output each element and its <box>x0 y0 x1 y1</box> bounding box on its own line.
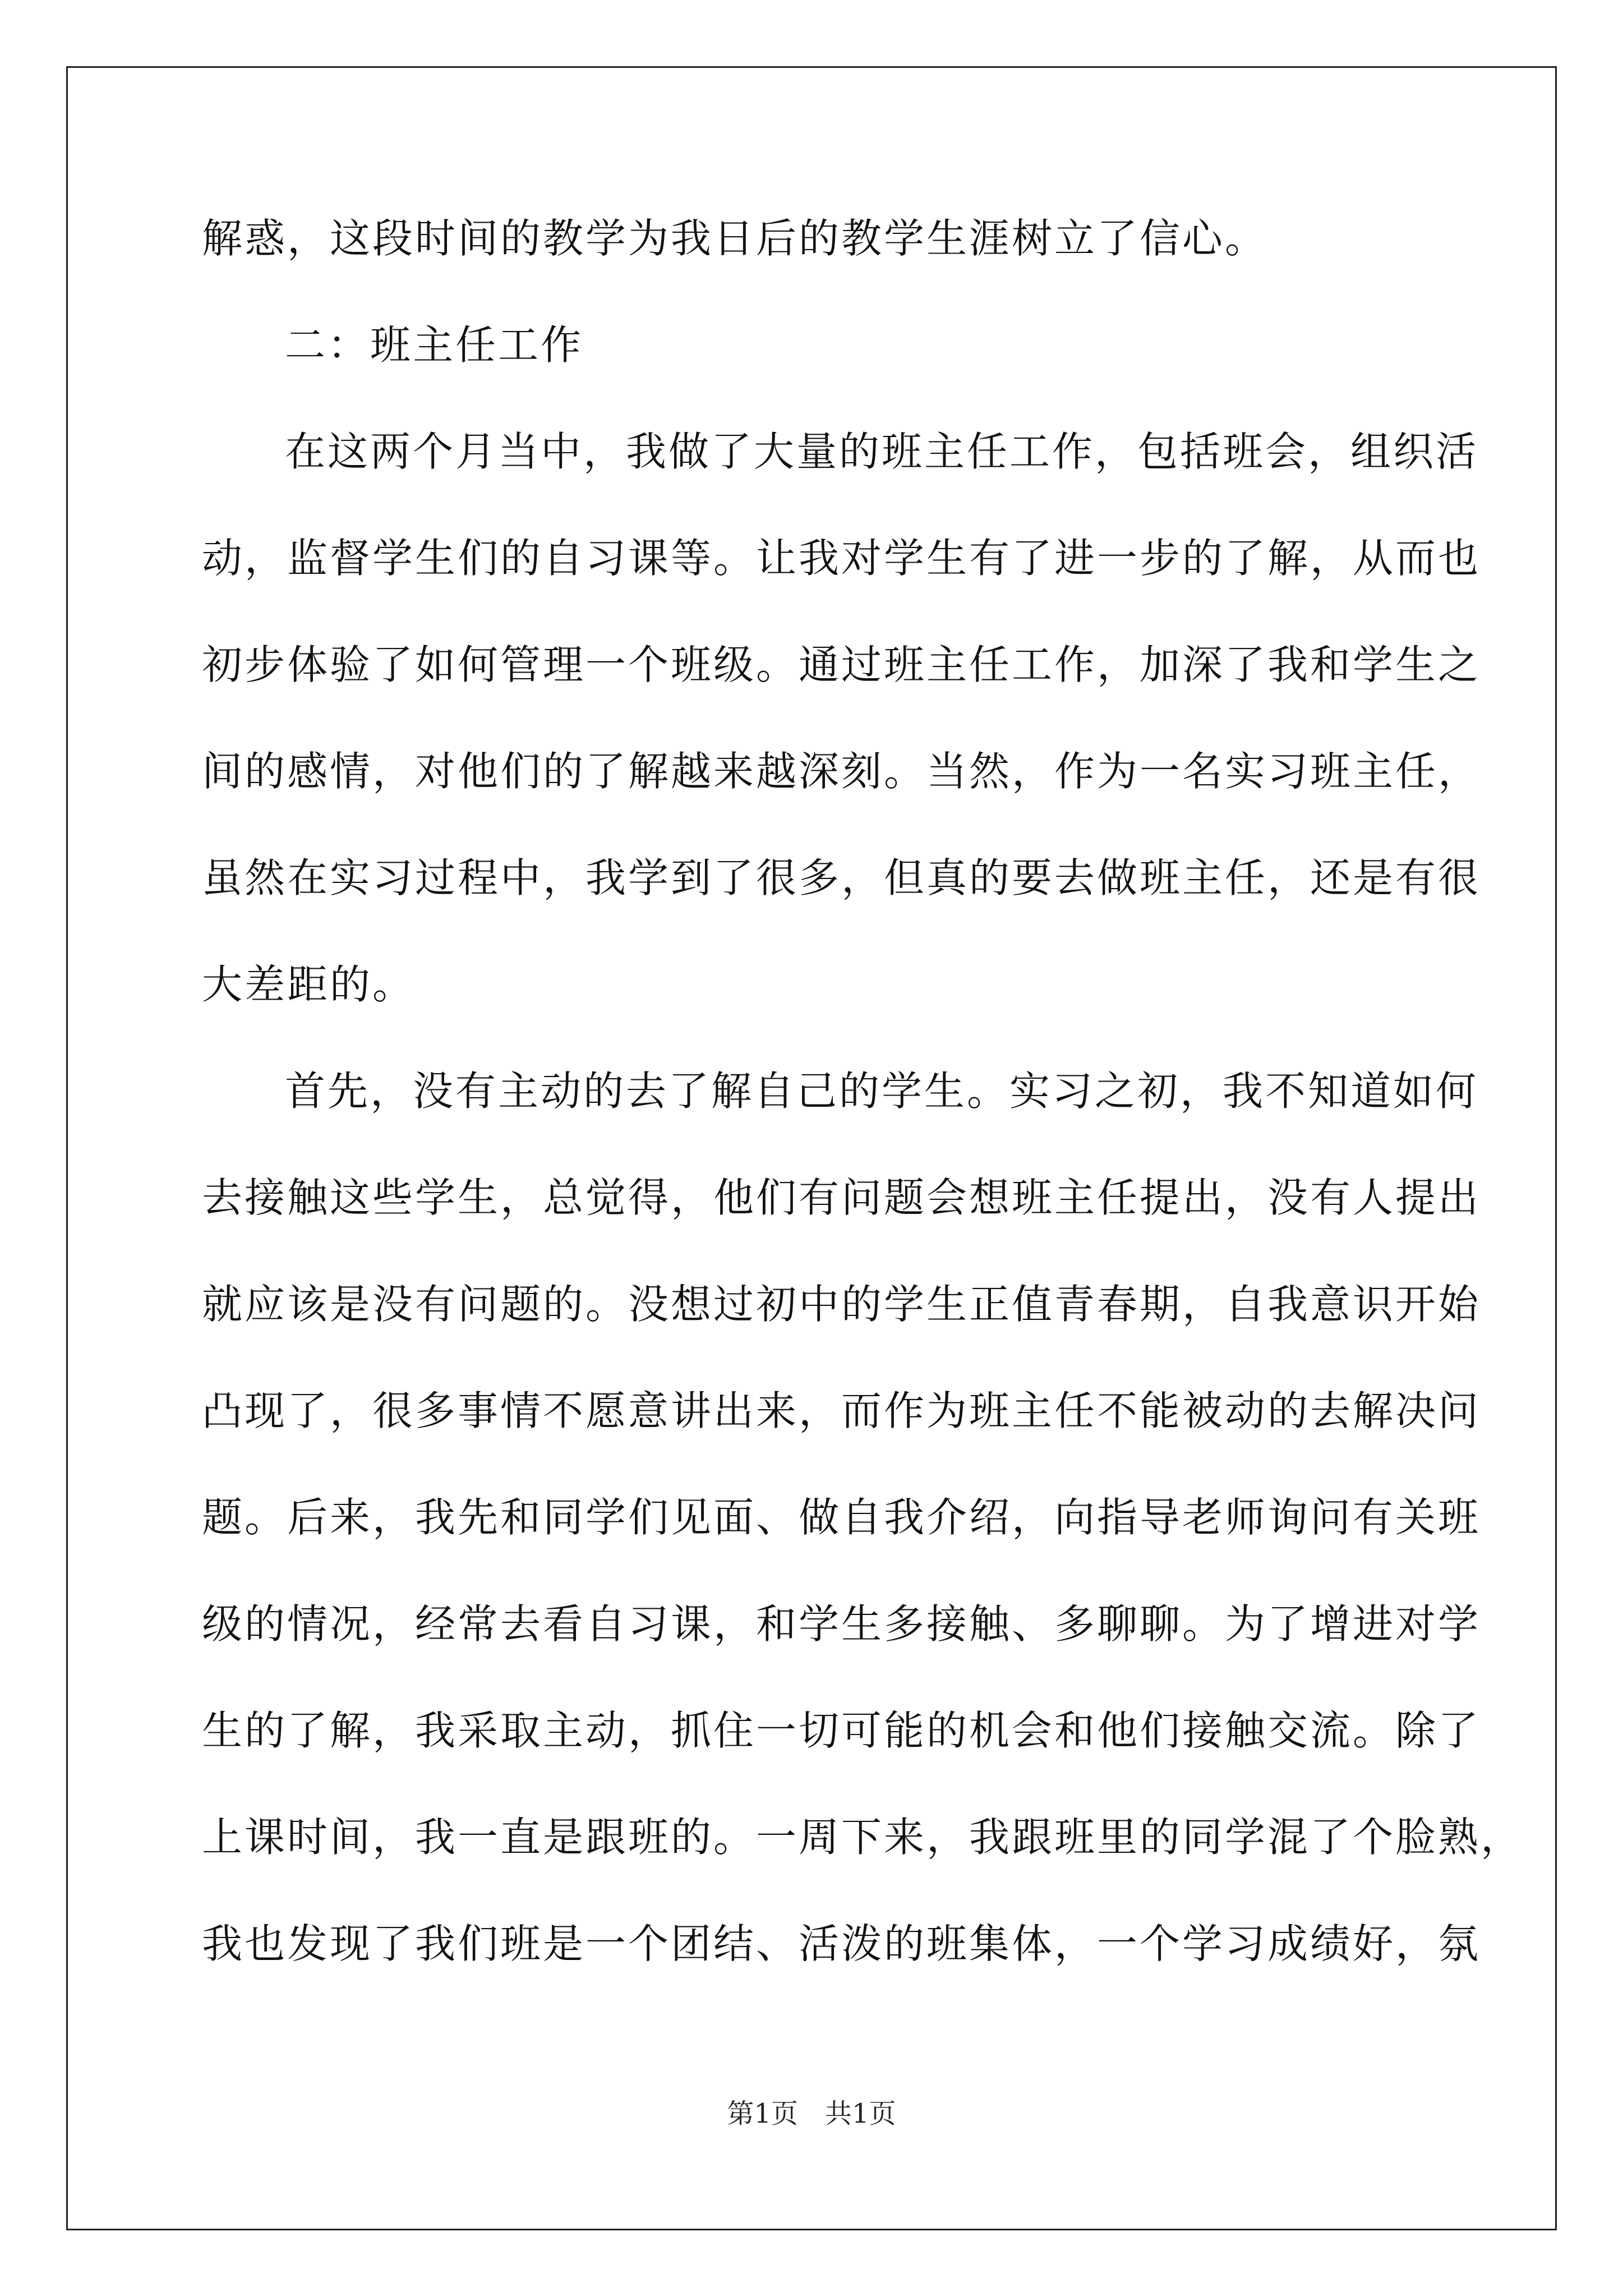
paragraph-line: 生的了解，我采取主动，抓住一切可能的机会和他们接触交流。除了 <box>202 1707 1481 1754</box>
paragraph-line: 虽然在实习过程中，我学到了很多，但真的要去做班主任，还是有很 <box>202 854 1481 901</box>
paragraph-line: 动，监督学生们的自习课等。让我对学生有了进一步的了解，从而也 <box>202 535 1481 582</box>
paragraph-line: 在这两个月当中，我做了大量的班主任工作，包括班会，组织活 <box>285 428 1479 475</box>
paragraph-line: 凸现了，很多事情不愿意讲出来，而作为班主任不能被动的去解决问 <box>202 1387 1481 1434</box>
paragraph-line: 初步体验了如何管理一个班级。通过班主任工作，加深了我和学生之 <box>202 641 1481 688</box>
paragraph-line: 间的感情，对他们的了解越来越深刻。当然，作为一名实习班主任， <box>202 748 1481 795</box>
paragraph-line: 我也发现了我们班是一个团结、活泼的班集体，一个学习成绩好，氛 <box>202 1920 1481 1967</box>
section-heading: 二：班主任工作 <box>285 321 584 369</box>
paragraph-line: 上课时间，我一直是跟班的。一周下来，我跟班里的同学混了个脸熟， <box>202 1814 1524 1861</box>
page-border <box>66 66 1557 2230</box>
page-footer: 第1页 共1页 <box>727 2098 896 2129</box>
paragraph-line: 大差距的。 <box>202 961 416 1008</box>
paragraph-line: 就应该是没有问题的。没想过初中的学生正值青春期，自我意识开始 <box>202 1281 1481 1328</box>
text-line: 解惑，这段时间的教学为我日后的教学生涯树立了信心。 <box>202 215 1268 262</box>
paragraph-line: 级的情况，经常去看自习课，和学生多接触、多聊聊。为了增进对学 <box>202 1600 1481 1648</box>
paragraph-line: 去接触这些学生，总觉得，他们有问题会想班主任提出，没有人提出 <box>202 1174 1481 1221</box>
paragraph-line: 首先，没有主动的去了解自己的学生。实习之初，我不知道如何 <box>285 1068 1479 1115</box>
paragraph-line: 题。后来，我先和同学们见面、做自我介绍，向指导老师询问有关班 <box>202 1494 1481 1541</box>
